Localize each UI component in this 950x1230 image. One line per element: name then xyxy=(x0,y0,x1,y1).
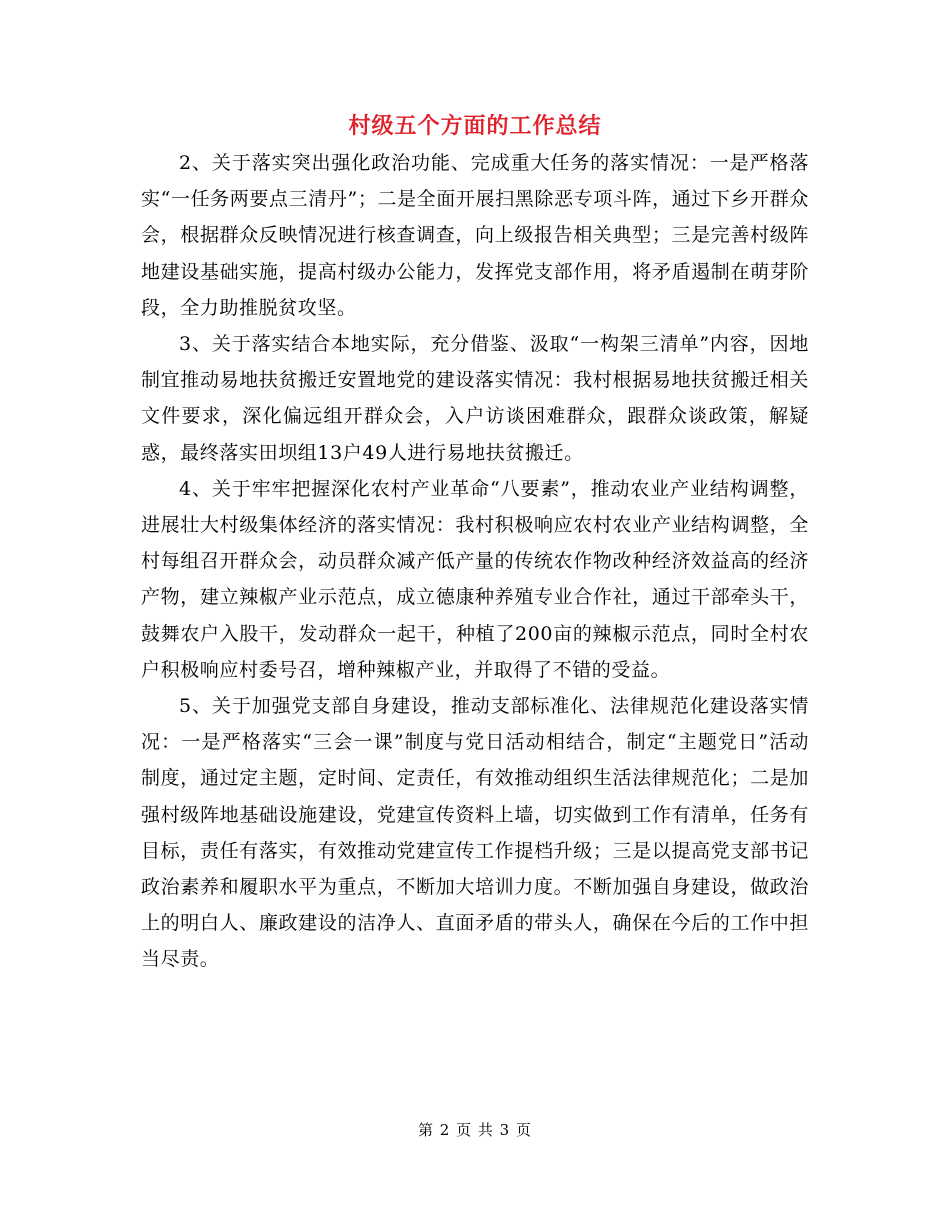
document-body xyxy=(141,145,809,978)
page-number: 第 2 页 共 3 页 xyxy=(418,1121,532,1139)
paragraph-3: 3、关于落实结合本地实际，充分借鉴、汲取“一构架三清单”内容，因地制宜推动易地扶贫搬迁安置地党的建设落实情况：我村根据易地扶贫搬迁相关文件要求，深化偏远组开群众会，入户访谈困难群众，跟群众谈政策，解疑惑，最终落实田坝组13户49人进行易地扶贫搬迁。 xyxy=(141,333,809,464)
paragraph-5: 5、关于加强党支部自身建设，推动支部标准化、法律规范化建设落实情况：一是严格落实“三会一课”制度与党日活动相结合，制定“主题党日”活动制度，通过定主题，定时间、定责任，有效推动组织生活法律规范化；二是加强村级阵地基础设施建设，党建宣传资料上墙，切实做到工作有清单，任务有目标，责任有落实，有效推动党建宣传工作提档升级；三是以提高党支部书记政治素养和履职水平为重点，不断加大培训力度。不断加强自身建设，做政治上的明白人、廉政建设的洁净人、直面矛盾的带头人，确保在今后的工作中担当尽责。 xyxy=(141,695,809,971)
document-title: 村级五个方面的工作总结 xyxy=(348,113,602,139)
paragraph-4: 4、关于牢牢把握深化农村产业革命“八要素”，推动农业产业结构调整，进展壮大村级集体经济的落实情况：我村积极响应农村农业产业结构调整，全村每组召开群众会，动员群众减产低产量的传统农作物改种经济效益高的经济产物，建立辣椒产业示范点，成立德康种养殖专业合作社，通过干部牵头干，鼓舞农户入股干，发动群众一起干，种植了200亩的辣椒示范点，同时全村农户积极响应村委号召，增种辣椒产业，并取得了不错的受益。 xyxy=(141,477,809,681)
paragraph-2: 2、关于落实突出强化政治功能、完成重大任务的落实情况：一是严格落实“一任务两要点三清丹”；二是全面开展扫黑除恶专项斗阵，通过下乡开群众会，根据群众反映情况进行核查调查，向上级报告相关典型；三是完善村级阵地建设基础实施，提高村级办公能力，发挥党支部作用，将矛盾遏制在萌芽阶段，全力助推脱贫攻坚。 xyxy=(141,152,809,319)
